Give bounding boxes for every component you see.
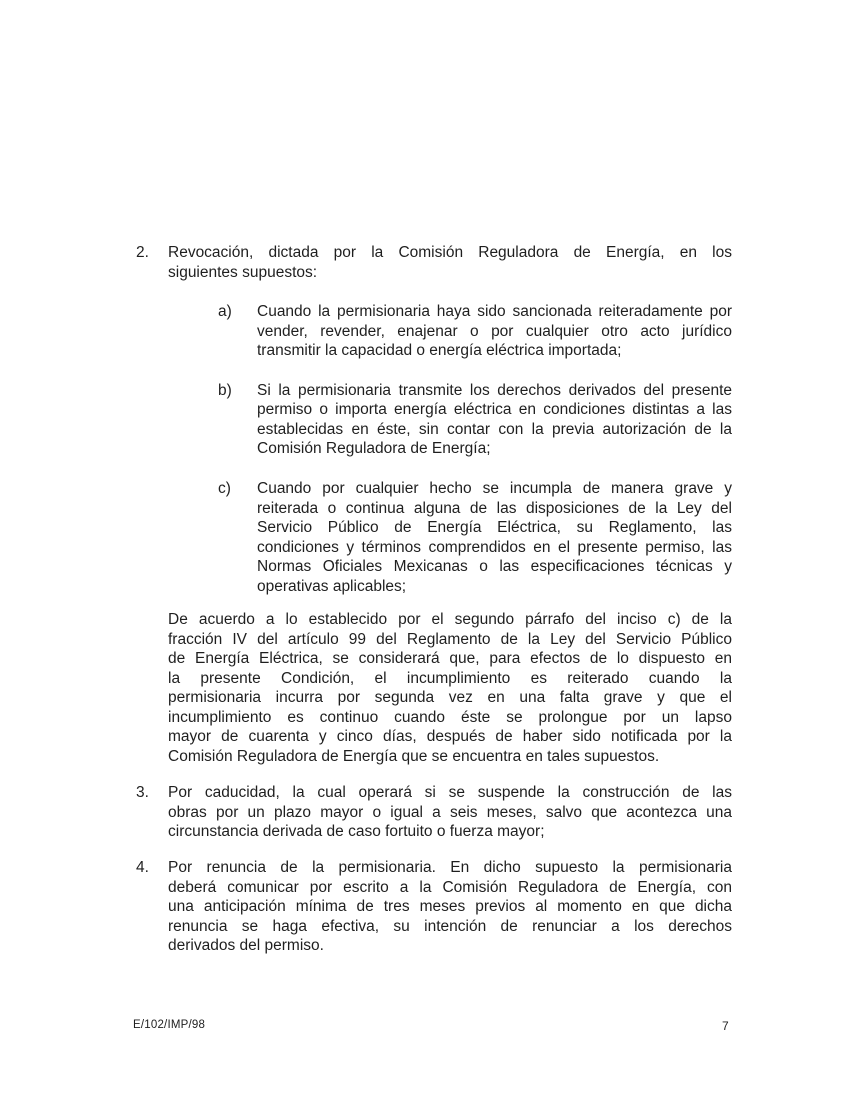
text-line: siguientes supuestos: — [168, 263, 318, 281]
text-line: Por caducidad, la cual operará si se suspende la construcción de las — [168, 784, 732, 801]
text-line: incumplimiento es continuo cuando éste se prolongue por un lapso — [168, 708, 732, 726]
sub-item-b — [218, 381, 732, 459]
text-line: reiterada o continua alguna de las disposiciones de la Ley del — [257, 499, 732, 517]
text-line: permisionaria incurra por segunda vez en una falta grave y que el — [168, 689, 732, 706]
text-line: una anticipación mínima de tres meses previos al momento en que dicha — [168, 898, 732, 915]
text-line: circunstancia derivada de caso fortuito o fuerza mayor; — [168, 823, 545, 840]
text-line: De acuerdo a lo establecido por el segundo párrafo del inciso c) de la — [168, 611, 732, 628]
text-line: operativas aplicables; — [257, 577, 407, 595]
text-line: de Energía Eléctrica, se considerará que, para efectos de lo dispuesto en — [168, 650, 732, 667]
footer-page-number: 7 — [722, 1019, 729, 1033]
list-item-2 — [136, 243, 732, 282]
text-line: Si la permisionaria transmite los derechos derivados del presente — [257, 381, 732, 399]
text-line: Normas Oficiales Mexicanas o las especificaciones técnicas y — [257, 558, 732, 575]
item-number: 2. — [136, 244, 149, 261]
text-line: renuncia se haga efectiva, su intención de renunciar a los derechos — [168, 917, 732, 935]
text-line: la presente Condición, el incumplimiento es reiterado cuando la — [168, 669, 732, 687]
text-line: condiciones y términos comprendidos en el presente permiso, las — [257, 538, 732, 556]
text-line: Servicio Público de Energía Eléctrica, su Reglamento, las — [257, 519, 732, 536]
text-line: Cuando por cualquier hecho se incumpla de manera grave y — [257, 480, 732, 497]
document-body — [0, 243, 850, 956]
item-letter: c) — [218, 480, 231, 497]
text-line: Comisión Reguladora de Energía; — [257, 440, 491, 457]
text-line: Revocación, dictada por la Comisión Reguladora de Energía, en los — [168, 244, 732, 261]
text-line: deberá comunicar por escrito a la Comisión Reguladora de Energía, con — [168, 878, 732, 896]
item-letter: a) — [218, 303, 232, 320]
item-number: 3. — [136, 784, 149, 801]
text-line: establecidas en éste, sin contar con la previa autorización de la — [257, 420, 732, 438]
item-number: 4. — [136, 859, 149, 876]
sub-item-a — [218, 302, 732, 361]
text-line: Cuando la permisionaria haya sido sancionada reiteradamente por — [257, 303, 732, 320]
text-line: transmitir la capacidad o energía eléctrica importada; — [257, 342, 622, 359]
text-line: permiso o importa energía eléctrica en condiciones distintas a las — [257, 401, 732, 418]
item-letter: b) — [218, 381, 232, 399]
footer-document-code: E/102/IMP/98 — [133, 1019, 206, 1031]
list-item-3 — [136, 783, 732, 842]
text-line: mayor de cuarenta y cinco días, después de haber sido notificada por la — [168, 728, 732, 745]
list-item-4 — [136, 858, 732, 956]
text-line: fracción IV del artículo 99 del Reglamento de la Ley del Servicio Público — [168, 630, 732, 648]
sub-item-c — [218, 479, 732, 596]
paragraph — [168, 610, 732, 766]
text-line: obras por un plazo mayor o igual a seis meses, salvo que acontezca una — [168, 803, 732, 821]
text-line: Por renuncia de la permisionaria. En dicho supuesto la permisionaria — [168, 859, 732, 876]
text-line: derivados del permiso. — [168, 937, 324, 954]
text-line: vender, revender, enajenar o por cualquier otro acto jurídico — [257, 322, 732, 340]
text-line: Comisión Reguladora de Energía que se encuentra en tales supuestos. — [168, 747, 660, 765]
